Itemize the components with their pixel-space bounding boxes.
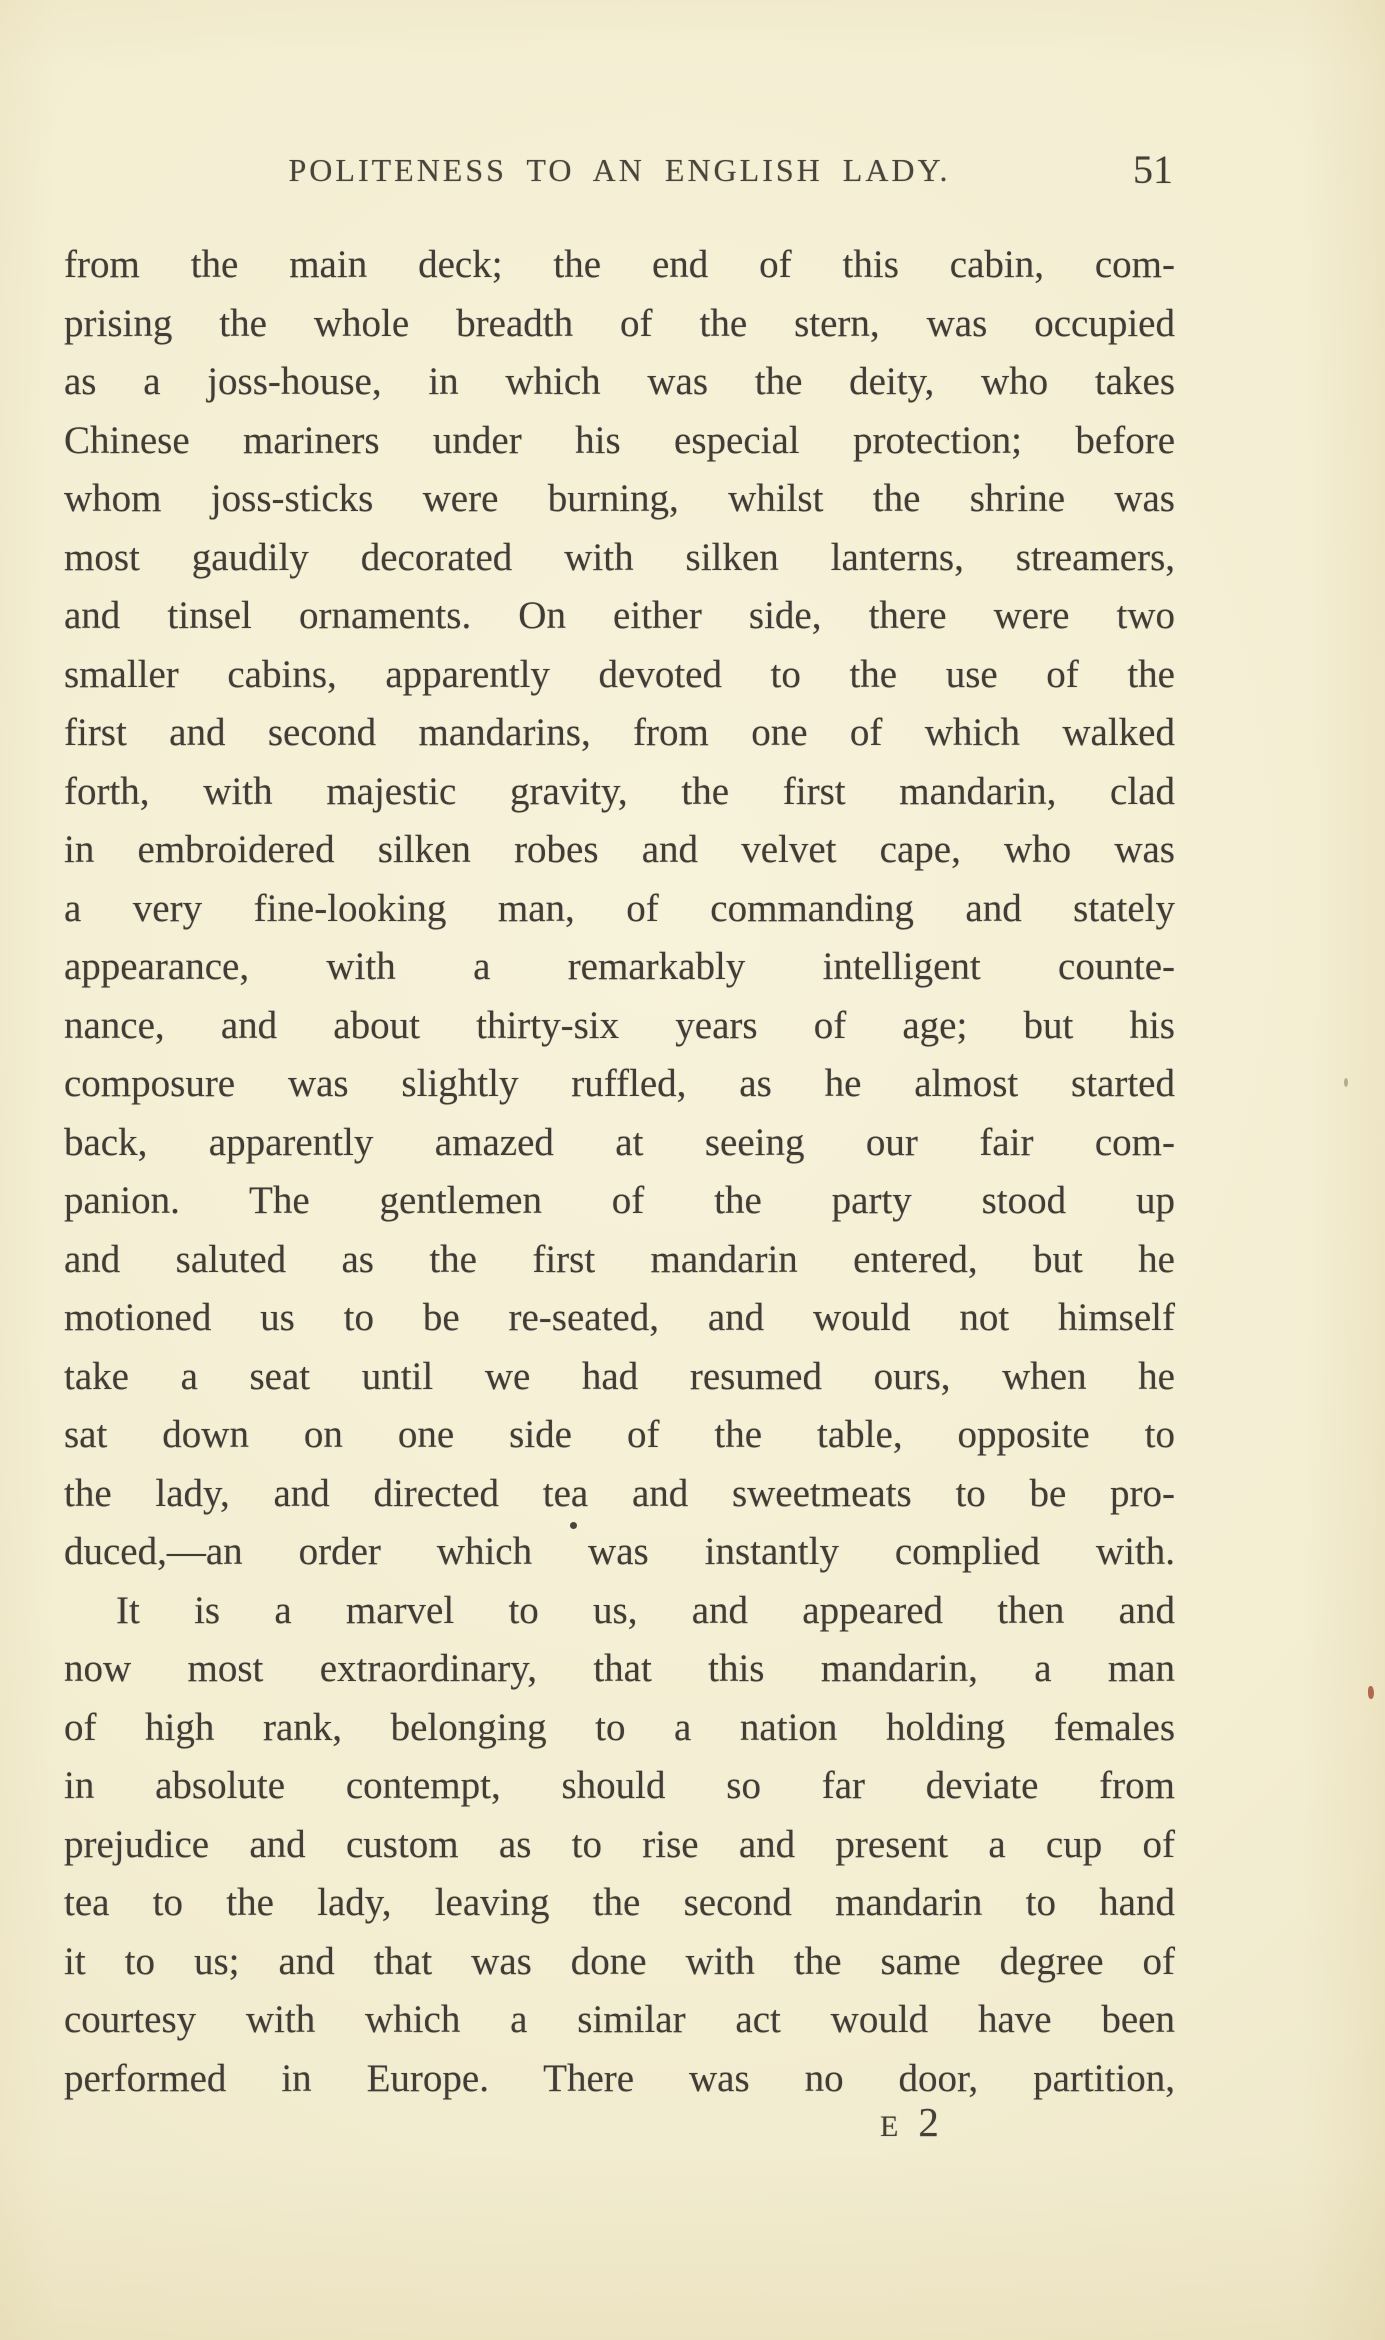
ink-speck: [1344, 1078, 1348, 1087]
text-line: it to us; and that was done with the same degree of: [64, 1939, 1175, 1983]
text-line: motioned us to be re-seated, and would not himself: [64, 1296, 1175, 1339]
text-line: performed in Europe. There was no door, partition,: [64, 2056, 1175, 2100]
text-line: and saluted as the first mandarin entered, but he: [64, 1237, 1175, 1281]
text-line: Chinese mariners under his especial protection; before: [64, 418, 1175, 462]
text-line: sat down on one side of the table, opposite to: [64, 1413, 1175, 1456]
text-line: and tinsel ornaments. On either side, there were two: [64, 594, 1175, 637]
text-line: It is a marvel to us, and appeared then and: [116, 1588, 1175, 1632]
ink-speck: [1368, 1686, 1374, 1699]
paragraph: [64, 1582, 1175, 2109]
text-line: most gaudily decorated with silken lanterns, streamers,: [64, 535, 1175, 579]
text-line: take a seat until we had resumed ours, when he: [64, 1354, 1175, 1398]
text-line: the lady, and directed tea and sweetmeats to be pro-: [64, 1471, 1175, 1515]
text-line: back, apparently amazed at seeing our fair com-: [64, 1120, 1175, 1164]
page-number: 51: [1133, 147, 1173, 192]
text-line: panion. The gentlemen of the party stood up: [64, 1179, 1175, 1222]
text-line: forth, with majestic gravity, the first mandarin, clad: [64, 769, 1175, 813]
text-line: nance, and about thirty-six years of age; but his: [64, 1003, 1175, 1047]
text-line: now most extraordinary, that this mandarin, a man: [64, 1647, 1175, 1690]
text-line: in embroidered silken robes and velvet cape, who was: [64, 828, 1175, 871]
paragraph: [64, 236, 1175, 1582]
text-line: of high rank, belonging to a nation holding females: [64, 1705, 1175, 1749]
running-head: [64, 146, 1175, 194]
text-line: in absolute contempt, should so far deviate from: [64, 1764, 1175, 1807]
text-line: appearance, with a remarkably intelligent counte-: [64, 945, 1175, 988]
text-line: first and second mandarins, from one of which walked: [64, 711, 1175, 754]
text-line: from the main deck; the end of this cabin, com-: [64, 243, 1175, 286]
text-line: courtesy with which a similar act would have been: [64, 1998, 1175, 2041]
signature-letter: E: [880, 2110, 901, 2143]
text-line: whom joss-sticks were burning, whilst the shrine was: [64, 477, 1175, 520]
printers-signature: [880, 2098, 939, 2146]
running-head-title: POLITENESS TO AN ENGLISH LADY.: [288, 152, 951, 188]
text-line: tea to the lady, leaving the second mandarin to hand: [64, 1881, 1175, 1924]
text-line: prising the whole breadth of the stern, was occupied: [64, 301, 1175, 345]
text-line: composure was slightly ruffled, as he almost started: [64, 1062, 1175, 1105]
text-line: as a joss-house, in which was the deity, who takes: [64, 360, 1175, 403]
text-line: prejudice and custom as to rise and present a cup of: [64, 1822, 1175, 1866]
text-line: duced,—an order which was instantly complied with.: [64, 1530, 1175, 1573]
signature-number: 2: [918, 2099, 939, 2145]
body-text-block: [64, 236, 1175, 2108]
text-line: a very fine-looking man, of commanding and stately: [64, 886, 1175, 930]
text-line: smaller cabins, apparently devoted to the use of the: [64, 652, 1175, 696]
